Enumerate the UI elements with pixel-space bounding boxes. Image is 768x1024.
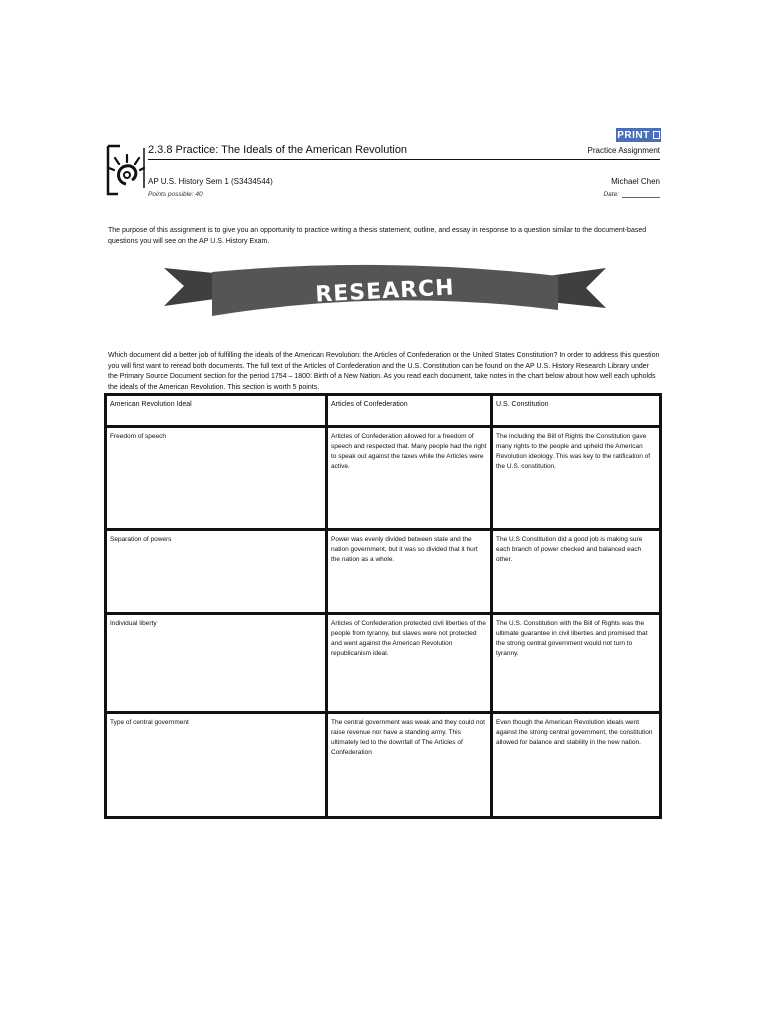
research-banner xyxy=(164,262,606,326)
student-name: Michael Chen xyxy=(611,177,660,186)
column-header: U.S. Constitution xyxy=(493,396,659,425)
column-header: American Revolution Ideal xyxy=(107,396,325,425)
course-name: AP U.S. History Sem 1 (S3434544) xyxy=(148,177,273,186)
banner-text: RESEARCH xyxy=(314,275,456,308)
table-header-row xyxy=(107,396,659,425)
table-cell-constitution[interactable]: Even though the American Revolution ideals went against the strong central government, the constitution allowed for balance and stability in the new nation. xyxy=(493,714,659,816)
notes-table xyxy=(104,393,662,819)
intro-paragraph: The purpose of this assignment is to give you an opportunity to practice writing a thesis statement, outline, and essay in response to a question similar to the document-based questions you will see on the AP U.S. History Exam. xyxy=(108,227,647,245)
table-row xyxy=(107,428,659,528)
table-cell-ideal[interactable]: Separation of powers xyxy=(107,531,325,612)
table-cell-articles[interactable]: Articles of Confederation protected civil liberties of the people from tyranny, but slaves were not protected and went against the American Revolution republicanism ideal. xyxy=(328,615,490,711)
table-cell-constitution[interactable]: The U.S. Constitution with the Bill of Rights was the ultimate guarantee in civil liberties and promised that the strong central government would not turn to tyranny. xyxy=(493,615,659,711)
table-row xyxy=(107,531,659,612)
table-cell-ideal[interactable]: Individual liberty xyxy=(107,615,325,711)
school-logo-icon xyxy=(106,144,146,196)
column-header: Articles of Confederation xyxy=(328,396,490,425)
page-title: 2.3.8 Practice: The Ideals of the American Revolution xyxy=(148,144,408,156)
table-cell-ideal[interactable]: Type of central government xyxy=(107,714,325,816)
question-paragraph: Which document did a better job of fulfilling the ideals of the American Revolution: the Articles of Confederation or the United States Constitution? In order to address this question you will first want to reread both documents. The full text of the Articles of Confederation and the U.S. Constitution can be found on the AP U.S. History Research Library under the Primary Source Document section for the period 1754 – 1800: Birth of a New Nation. As you read each document, take notes in the chart below about how well each upholds the ideals of the American Revolution. This section is worth 5 points. xyxy=(108,352,660,391)
table-cell-articles[interactable]: The central government was weak and they could not raise revenue nor have a standing army. This ultimately led to the downfall of The Articles of Confederation xyxy=(328,714,490,816)
table-cell-constitution[interactable]: The including the Bill of Rights the Constitution gave many rights to the people and upheld the American Revolution ideology. This was key to the ratification of the U.S. constitution. xyxy=(493,428,659,528)
print-button[interactable] xyxy=(616,128,661,142)
date-field xyxy=(603,190,660,198)
assignment-type-label: Practice Assignment xyxy=(587,146,660,155)
print-icon xyxy=(653,131,660,139)
table-cell-articles[interactable]: Power was evenly divided between state and the nation government, but it was so divided that it hurt the nation as a whole. xyxy=(328,531,490,612)
table-cell-ideal[interactable]: Freedom of speech xyxy=(107,428,325,528)
points-possible: Points possible: 40 xyxy=(148,191,203,198)
date-label: Date: xyxy=(603,191,619,198)
table-cell-constitution[interactable]: The U.S Constitution did a good job is making sure each branch of power checked and balanced each other. xyxy=(493,531,659,612)
table-row xyxy=(107,714,659,816)
header-divider xyxy=(148,159,660,160)
table-row xyxy=(107,615,659,711)
table-cell-articles[interactable]: Articles of Confederation allowed for a freedom of speech and respected that. Many people had the right to speak out against the taxes while the Articles were active. xyxy=(328,428,490,528)
date-blank-line xyxy=(622,190,660,198)
print-button-label: PRINT xyxy=(617,129,650,141)
